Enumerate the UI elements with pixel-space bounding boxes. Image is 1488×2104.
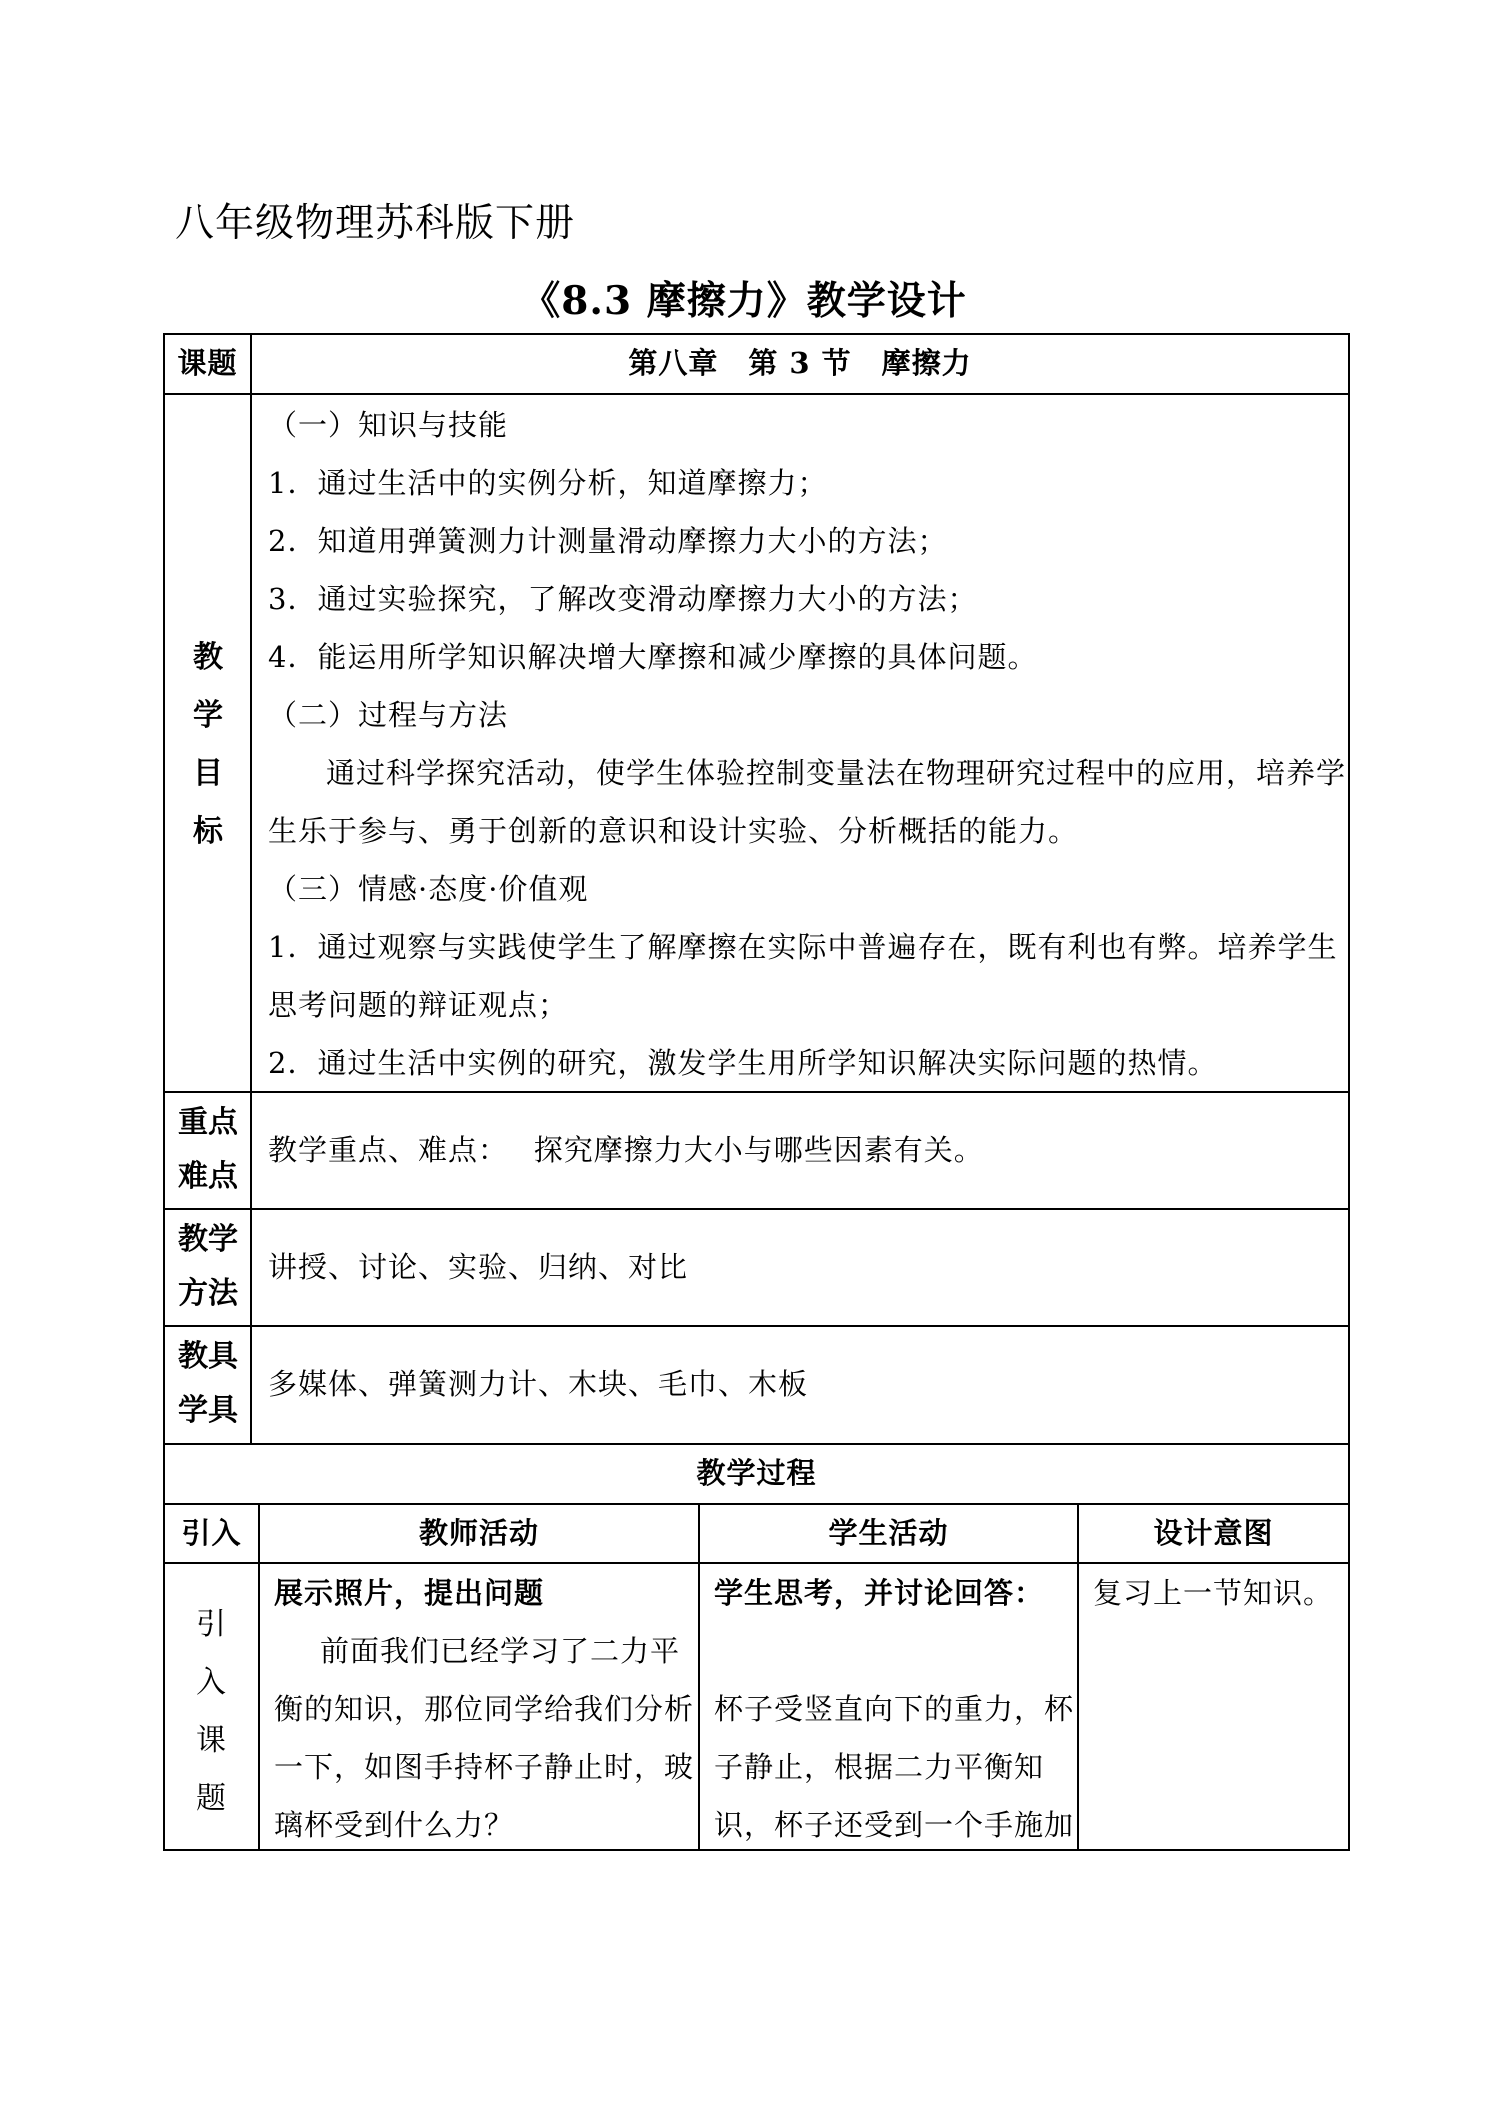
tools-value: 多媒体、弹簧测力计、木块、毛巾、木板 bbox=[268, 1367, 809, 1401]
column-header-student: 学生活动 bbox=[828, 1516, 949, 1550]
teacher-line: 前面我们已经学习了二力平 bbox=[320, 1634, 681, 1668]
row-line bbox=[163, 1208, 1350, 1210]
topic-value: 第八章 第 3 节 摩擦力 bbox=[628, 346, 972, 380]
objective-heading: （二）过程与方法 bbox=[268, 698, 509, 732]
tools-label: 教具 学具 bbox=[178, 1339, 238, 1428]
keypoints-label: 重点 难点 bbox=[178, 1105, 238, 1194]
student-heading: 学生思考，并讨论回答： bbox=[714, 1576, 1045, 1610]
design-intent: 复习上一节知识。 bbox=[1093, 1576, 1334, 1610]
teacher-heading: 展示照片，提出问题 bbox=[274, 1576, 545, 1610]
teacher-line: 衡的知识，那位同学给我们分析 bbox=[274, 1692, 695, 1726]
row-line bbox=[163, 393, 1350, 395]
grade-heading: 八年级物理苏科版下册 bbox=[175, 201, 576, 246]
label-column-divider bbox=[250, 333, 252, 1445]
intro-label: 引 入 课 题 bbox=[196, 1607, 226, 1816]
objective-item: 2．知道用弹簧测力计测量滑动摩擦力大小的方法； bbox=[268, 524, 948, 558]
keypoints-value: 教学重点、难点： 探究摩擦力大小与哪些因素有关。 bbox=[268, 1133, 984, 1167]
document-title: 《8.3 摩擦力》教学设计 bbox=[521, 278, 967, 324]
student-line: 识，杯子还受到一个手施加 bbox=[714, 1808, 1075, 1842]
column-header-intro: 引入 bbox=[181, 1516, 242, 1550]
objective-item: 4．能运用所学知识解决增大摩擦和减少摩擦的具体问题。 bbox=[268, 640, 1038, 674]
objective-item: 1．通过观察与实践使学生了解摩擦在实际中普遍存在，既有利也有弊。培养学生 bbox=[268, 930, 1338, 964]
teacher-line: 璃杯受到什么力？ bbox=[274, 1808, 515, 1842]
teacher-line: 一下，如图手持杯子静止时，玻 bbox=[274, 1750, 695, 1784]
objective-item: 思考问题的辩证观点； bbox=[268, 988, 569, 1022]
student-line: 子静止，根据二力平衡知 bbox=[714, 1750, 1045, 1784]
methods-label: 教学 方法 bbox=[178, 1222, 238, 1311]
objective-item: 1．通过生活中的实例分析，知道摩擦力； bbox=[268, 466, 828, 500]
column-header-intent: 设计意图 bbox=[1153, 1516, 1274, 1550]
objective-paragraph: 生乐于参与、勇于创新的意识和设计实验、分析概括的能力。 bbox=[268, 814, 1079, 848]
column-header-teacher: 教师活动 bbox=[418, 1516, 539, 1550]
objective-item: 2．通过生活中实例的研究，激发学生用所学知识解决实际问题的热情。 bbox=[268, 1046, 1218, 1080]
topic-label: 课题 bbox=[177, 346, 238, 380]
objective-heading: （三）情感·态度·价值观 bbox=[268, 872, 589, 906]
objective-paragraph: 通过科学探究活动，使学生体验控制变量法在物理研究过程中的应用，培养学 bbox=[326, 756, 1347, 790]
objectives-label: 教 学 目 标 bbox=[193, 640, 223, 849]
methods-value: 讲授、讨论、实验、归纳、对比 bbox=[268, 1250, 689, 1284]
process-header: 教学过程 bbox=[696, 1456, 817, 1490]
student-line: 杯子受竖直向下的重力，杯 bbox=[714, 1692, 1075, 1726]
objective-item: 3．通过实验探究，了解改变滑动摩擦力大小的方法； bbox=[268, 582, 978, 616]
row-line bbox=[163, 1325, 1350, 1327]
objective-heading: （一）知识与技能 bbox=[268, 408, 509, 442]
